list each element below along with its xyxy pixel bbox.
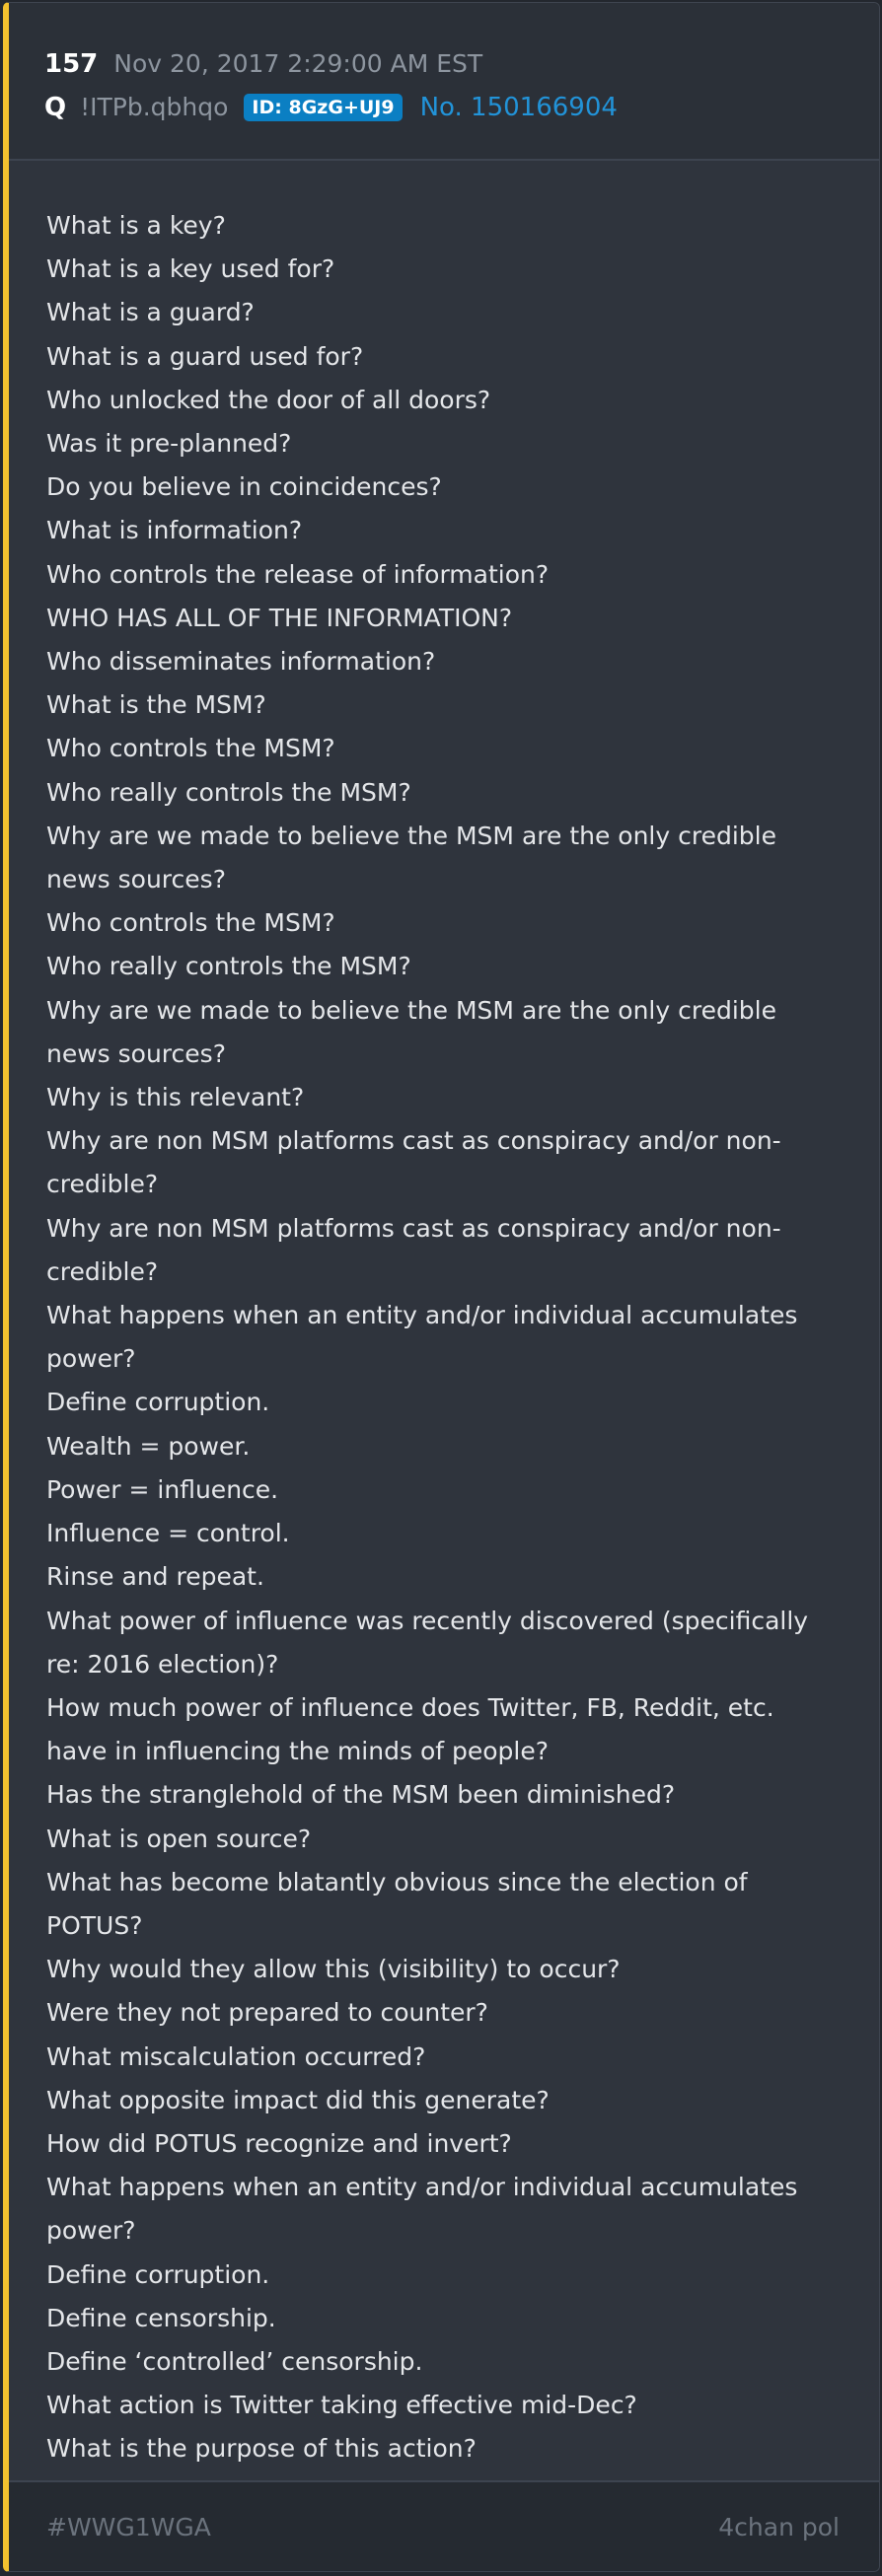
post-footer	[9, 2480, 879, 2571]
post-line: Do you believe in coincidences?	[46, 472, 442, 502]
post-line: What is information?	[46, 516, 303, 545]
post-card	[3, 2, 880, 2572]
post-line: Why is this relevant?	[46, 1083, 305, 1112]
post-line: How much power of influence does Twitter, FB, Reddit, etc. have in influencing the minds of people?	[46, 1692, 774, 1766]
post-line: Define corruption.	[46, 2259, 270, 2289]
post-line: Who controls the MSM?	[46, 908, 335, 938]
post-line: What happens when an entity and/or individual accumulates power?	[46, 2173, 798, 2246]
post-line: What opposite impact did this generate?	[46, 2085, 550, 2114]
post-line: What is a guard used for?	[46, 341, 364, 371]
post-line: Why would they allow this (visibility) to occur?	[46, 1955, 621, 1984]
post-body	[9, 161, 879, 2484]
id-badge: ID: 8GzG+UJ9	[244, 94, 402, 121]
post-line: Were they not prepared to counter?	[46, 1998, 488, 2028]
post-line: What is the MSM?	[46, 690, 266, 720]
post-line: Why are we made to believe the MSM are the only credible news sources?	[46, 821, 776, 894]
post-source: 4chan pol	[718, 2512, 840, 2541]
post-header	[9, 3, 879, 161]
post-line: What miscalculation occurred?	[46, 2041, 426, 2071]
post-line: What has become blatantly obvious since the election of POTUS?	[46, 1867, 748, 1940]
author-tripcode: !ITPb.qbhqo	[80, 93, 229, 121]
post-author-row	[44, 88, 879, 127]
post-line: Influence = control.	[46, 1519, 290, 1548]
post-line: Who really controls the MSM?	[46, 952, 411, 981]
post-line: Was it pre-planned?	[46, 429, 292, 459]
post-line: Has the stranglehold of the MSM been diminished?	[46, 1780, 676, 1810]
post-line: Who really controls the MSM?	[46, 777, 411, 807]
post-number-link[interactable]: No. 150166904	[419, 93, 618, 122]
hashtag: #WWG1WGA	[46, 2512, 211, 2541]
post-meta-row	[44, 44, 879, 84]
post-line: What is a key?	[46, 211, 226, 240]
post-line: Who controls the MSM?	[46, 734, 335, 763]
post-line: Why are non MSM platforms cast as conspiracy and/or non-credible?	[46, 1213, 781, 1286]
post-line: How did POTUS recognize and invert?	[46, 2128, 512, 2158]
post-line: Rinse and repeat.	[46, 1562, 264, 1592]
post-line: WHO HAS ALL OF THE INFORMATION?	[46, 603, 513, 632]
post-line: Power = influence.	[46, 1474, 279, 1504]
post-number: 157	[44, 49, 99, 79]
post-line: What power of influence was recently discovered (specifically re: 2016 election)?	[46, 1606, 809, 1679]
post-line: What is open source?	[46, 1824, 312, 1853]
post-line: Why are non MSM platforms cast as conspiracy and/or non-credible?	[46, 1126, 781, 1199]
post-line: What is the purpose of this action?	[46, 2434, 477, 2464]
post-line: What is a key used for?	[46, 254, 335, 284]
post-line: Who controls the release of information?	[46, 559, 550, 589]
post-line: Define ‘controlled’ censorship.	[46, 2346, 423, 2376]
post-line: What is a guard?	[46, 298, 255, 327]
post-line: Wealth = power.	[46, 1431, 251, 1461]
post-line: Who disseminates information?	[46, 647, 436, 677]
post-line: What happens when an entity and/or individual accumulates power?	[46, 1301, 798, 1374]
post-line: Define corruption.	[46, 1388, 270, 1417]
author-name: Q	[44, 93, 67, 122]
post-date: Nov 20, 2017 2:29:00 AM EST	[113, 49, 483, 78]
post-line: What action is Twitter taking effective mid-Dec?	[46, 2391, 637, 2420]
post-line: Who unlocked the door of all doors?	[46, 385, 491, 414]
post-line: Define censorship.	[46, 2303, 276, 2332]
post-line: Why are we made to believe the MSM are the only credible news sources?	[46, 995, 776, 1068]
